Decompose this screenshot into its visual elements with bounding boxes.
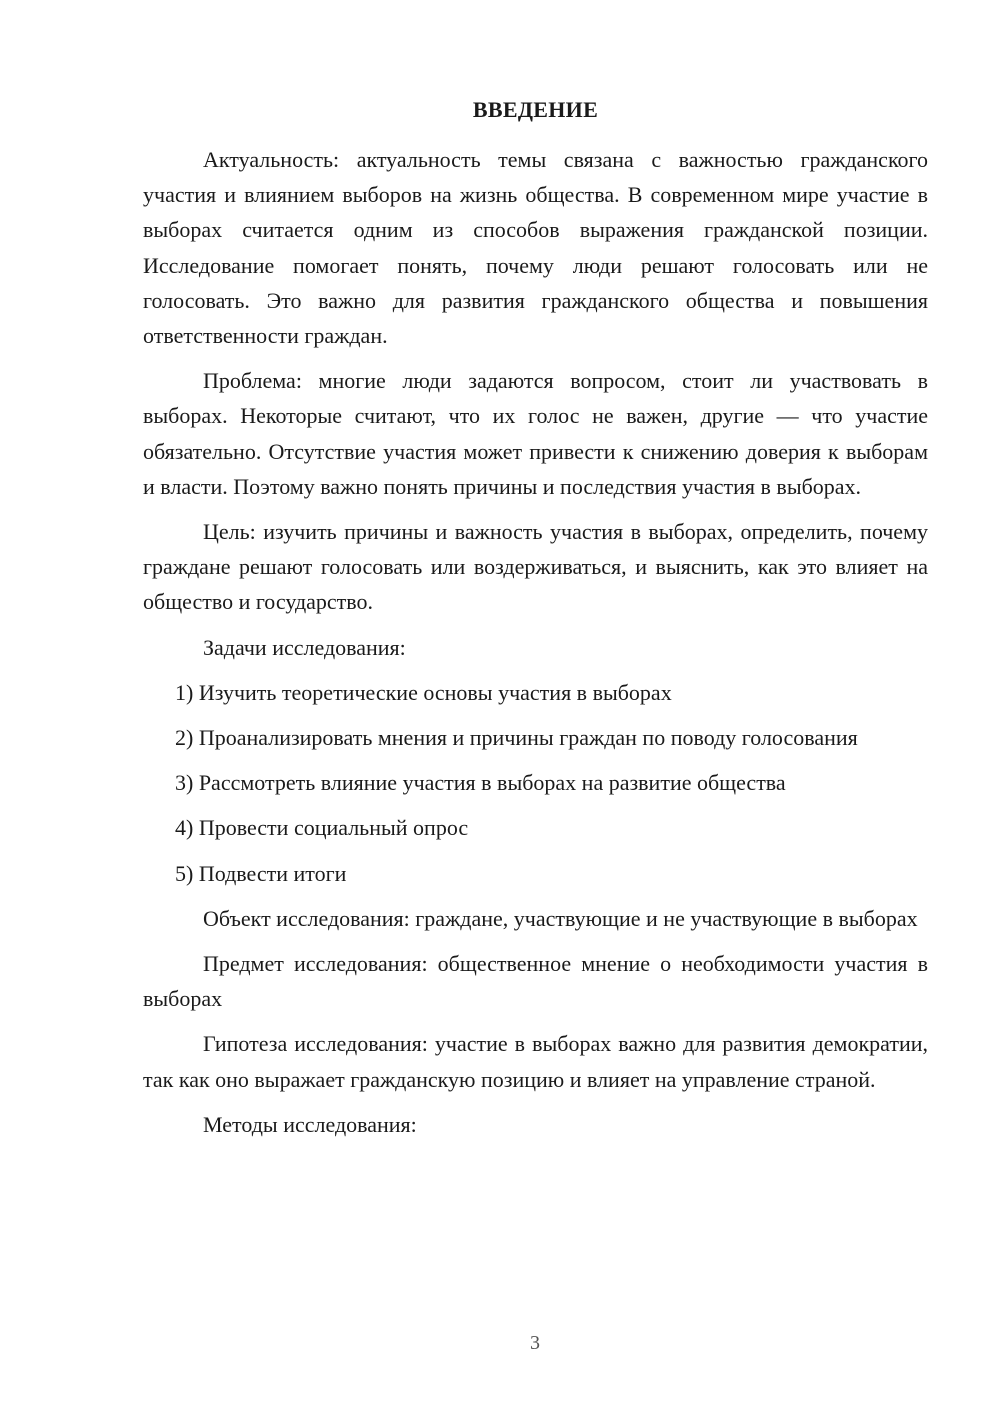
task-item: 5) Подвести итоги — [175, 860, 347, 886]
task-item: 2) Проанализировать мнения и причины граждан по поводу голосования — [175, 725, 858, 751]
paragraph-problem: Проблема: многие люди задаются вопросом, стоит ли участвовать в выборах. Некоторые считают, что их голос не важен, другие — что участие обязательно. Отсутствие участия может привести к снижению доверия к выборам и власти. Поэтому важно понять причины и последствия участия в выборах. — [143, 368, 928, 499]
paragraph-goal: Цель: изучить причины и важность участия в выборах, определить, почему граждане решают голосовать или воздерживаться, и выяснить, как это влияет на общество и государство. — [143, 519, 928, 615]
task-item: 3) Рассмотреть влияние участия в выборах на развитие общества — [175, 770, 786, 796]
document-title: ВВЕДЕНИЕ — [472, 97, 599, 122]
paragraph-relevance: Актуальность: актуальность темы связана с важностью гражданского участия и влиянием выборов на жизнь общества. В современном мире участие в выборах считается одним из способов выражения гражданской позиции. Исследование помогает понять, почему люди решают голосовать или не голосовать. Это важно для развития гражданского общества и повышения ответственности граждан. — [143, 147, 928, 349]
page-number: 3 — [530, 1332, 540, 1354]
task-item: 1) Изучить теоретические основы участия в выборах — [175, 679, 672, 705]
paragraph-methods: Методы исследования: — [203, 1111, 417, 1137]
paragraph-hypothesis: Гипотеза исследования: участие в выборах важно для развития демократии, так как оно выражает гражданскую позицию и влияет на управление страной. — [143, 1031, 928, 1092]
paragraph-subject: Предмет исследования: общественное мнение о необходимости участия в выборах — [143, 951, 928, 1012]
document-body — [143, 142, 928, 1152]
paragraph-object: Объект исследования: граждане, участвующие и не участвующие в выборах — [203, 905, 918, 931]
task-item: 4) Провести социальный опрос — [175, 815, 469, 841]
paragraph-tasks-heading: Задачи исследования: — [203, 634, 406, 660]
